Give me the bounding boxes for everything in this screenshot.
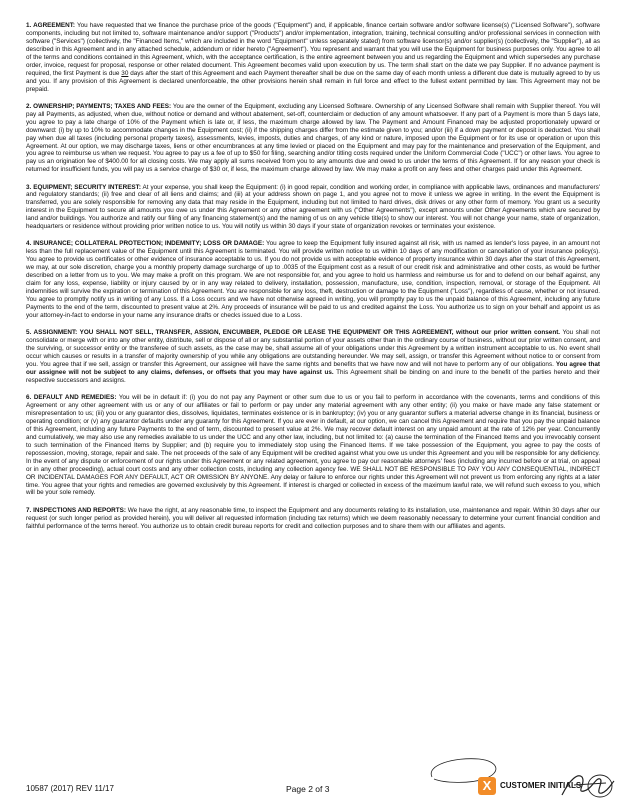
section-heading: 2. OWNERSHIP; PAYMENTS; TAXES AND FEES:	[26, 102, 172, 110]
form-code: 10587 (2017) REV 11/17	[26, 784, 114, 793]
section-heading: 3. EQUIPMENT; SECURITY INTEREST:	[26, 183, 141, 191]
section-text: You have requested that we finance the purchase price of the goods ("Equipment") and, if applicable, finance certain software and/or software license(s) ("Licensed Software"), software components, including but not limited to, software maintenance and/or support ("Products") and/or implementation, integration, training, technical consulting and/or professional services in connection with software ("Services") (collectively, the "Financed Items," which are included in the word "Equipment" unless separately stated) from software licensor(s) and/or supplier(s) (collectively, the "Supplier"), all as described in this Agreement and in any attached schedule, addendum or rider hereto ("Agreement"). You represent and warrant that you will use the Equipment for business purposes only. You agree to all of the terms and conditions contained in this Agreement, which, with the acceptance certification, is the entire agreement between you and us regarding the Equipment and which supersedes any purchase order, invoice, request for proposal, response or other related document. This Agreement becomes valid upon execution by us. The term shall start on the date we pay Supplier. If no advance payment is required, the first Payment is due	[26, 22, 600, 77]
section-heading: 5. ASSIGNMENT: YOU SHALL NOT SELL, TRANSFER, ASSIGN, ENCUMBER, PLEDGE OR LEASE THE EQUIPMENT OR THIS AGREEMENT, without our prior written consent.	[26, 329, 561, 337]
section-ownership-payments	[26, 103, 600, 175]
section-text: You agree to keep the Equipment fully insured against all risk, with us named as lender's loss payee, in an amount not less than the full replacement value of the Equipment until this Agreement is terminated. You will provide written notice to us within 10 days of any modification or cancellation of your insurance policy(s). You agree to provide us certificates or other evidence of insurance acceptable to us. If you do not provide us with acceptable evidence of property insurance within 30 days after the start of this Agreement, we may, at our sole discretion, charge you a monthly property damage surcharge of up to .0035 of the Equipment cost as a result of our credit risk and administrative and other costs, as would be further described on a letter from us to you. We may make a profit on this program. We are not responsible for, and you agree to hold us harmless and reimburse us for and to defend on our behalf against, any claim for any loss, expense, liability or injury caused by or in any way related to delivery, installation, possession, manufacture, use, condition, inspection, removal, or storage of the Equipment. All indemnities will survive the expiration or termination of this Agreement. You are responsible for any loss, theft, destruction or damage to the Equipment ("Loss"), regardless of cause, whether or not insured. You agree to promptly notify us in writing of any Loss. If a Loss occurs and we have not otherwise agreed in writing, you will promptly pay to us the unpaid balance of this Agreement, including any future Payments to the end of the term, discounted to present value at 2%. Any proceeds of insurance will be paid to us and credited against the Loss. You authorize us to sign on your behalf and appoint us as your attorney-in-fact to endorse in your name any insurance drafts or checks issued due to a Loss.	[26, 240, 601, 320]
page-number: Page 2 of 3	[286, 784, 330, 794]
section-text: At your expense, you shall keep the Equipment: (i) in good repair, condition and working order, in compliance with applicable laws, ordinances and manufacturers' and regulatory standards; (ii) free and clear of all liens and claims; and (iii) at your address shown on page 1, and you agree not to move it unless we agree in writing. In the event the Equipment is transferred, you are solely responsible for removing any data that may reside in the Equipment, including but not limited to hard drives, disk drives or any other form of memory. You grant us a security interest in the Equipment to secure all amounts you owe us under this Agreement or any other agreement with us ("Other Agreements"), except amounts under Other Agreements which are secured by land and/or buildings. You authorize and ratify our filing of any financing statement(s) and the naming of us on any vehicle title(s) to show our interest. You will not change your name, state of organization, headquarters or residence without providing prior written notice to us. You will notify us within 30 days if your state of organization revokes or terminates your existence.	[26, 183, 600, 231]
section-equipment-security	[26, 184, 600, 232]
section-heading: 1. AGREEMENT:	[26, 22, 76, 29]
customer-initials-box[interactable]	[478, 775, 618, 803]
page-footer	[26, 778, 600, 797]
section-heading: 4. INSURANCE; COLLATERAL PROTECTION; INDEMNITY; LOSS OR DAMAGE:	[26, 240, 265, 248]
section-heading: 7. INSPECTIONS AND REPORTS:	[26, 506, 126, 514]
section-text: We have the right, at any reasonable time, to inspect the Equipment and any documents relating to its installation, use, maintenance and repair. Within 30 days after our request (or such longer period as provided herein), you will deliver all requested information (including tax returns) which we deem reasonably necessary to determine your current financial condition and faithful performance of the terms hereof. You authorize us to obtain credit bureau reports for credit and collection purposes and to share them with our affiliates and agents.	[26, 506, 600, 530]
handwritten-initials-signature	[556, 771, 618, 801]
section-insurance	[26, 240, 600, 320]
section-text: This Agreement shall be binding on and inure to the benefit of the parties hereto and their respective successors and assigns.	[26, 368, 601, 384]
first-payment-days-blank: 30	[121, 69, 129, 77]
agreement-terms	[26, 22, 600, 540]
initials-label: CUSTOMER INITIALS	[500, 781, 582, 790]
section-text: You are the owner of the Equipment, excluding any Licensed Software. Ownership of any Licensed Software shall remain with Supplier thereof. You will pay all Payments, as adjusted, when due, without notice or demand and without abatement, set-off, counterclaim or deduction of any amount whatsoever. If any part of a Payment is more than 5 days late, you agree to pay a late charge of 10% of the Payment which is late or, if less, the maximum charge allowed by law. The Payment and Amount Financed may be adjusted proportionately upward or downward: (i) by up to 10% to accommodate changes in the Equipment cost; (ii) if the shipping charges differ from the estimate given to you; and/or (iii) if a down payment or deposit is deducted. You shall pay when due all taxes (including personal property taxes), assessments, levies, imposts, duties and charges, of any kind or nature, imposed upon the Equipment or for its use or operation or upon this Agreement. At our option, we may discharge taxes, liens or other encumbrances at any time levied or placed on the Equipment and may pay for the maintenance and preservation of the Equipment, and you agree to reimburse us when we request. You agree to pay us a fee of up to $50 for filing, searching and/or titling costs required under the Uniform Commercial Code ("UCC") or other laws. You agree to pay us an origination fee of $400.00 for all closing costs. We may apply all sums received from you to any amounts due and owed to us under the terms of this Agreement. If for any reason your check is returned for insufficient funds, you will pay us a service charge of $30 or, if less, the maximum charge allowed by law. We may make a profit on any fees and other charges paid under this Agreement.	[26, 102, 600, 174]
section-text: You will be in default if: (i) you do not pay any Payment or other sum due to us or you fail to perform in accordance with the covenants, terms and conditions of this Agreement or any other agreement with us or any of our affiliates or fail to perform or pay under any material agreement with any other entity; (ii) you make or have made any false statement or misrepresentation to us; (iii) you or any guarantor dies, dissolves, liquidates, terminates existence or is in bankruptcy; (iv) you or any guarantor suffers a material adverse change in its financial, business or operating condition; or (v) any guarantor defaults under any guaranty for this Agreement. If you are ever in default, at our option, we can cancel this Agreement and require that you pay the unpaid balance of this Agreement, including any future Payments to the end of term, discounted to present value at 2%. We may recover default interest on any unpaid amount at the rate of 12% per year. Concurrently and cumulatively, we may also use any remedies available to us under the UCC and any other law, including, but not limited to: (a) cause the termination of the Financed Items and you irrevocably consent to such termination of the Financed Items by Supplier; and (b) require you to immediately stop using the Financed Items. If we take possession of the Equipment, you agree to pay the costs of repossession, moving, storage, repair and sale. The net proceeds of the sale of any Equipment will be credited against what you owe us under this Agreement and you will be responsible for any deficiency. In the event of any dispute or enforcement of our rights under this Agreement or any related agreement, you agree to pay our reasonable attorneys' fees (including any incurred before or at trial, on appeal or in any other proceeding), actual court costs and any other collection costs, including any collection agency fee. WE SHALL NOT BE RESPONSIBLE TO PAY YOU ANY CONSEQUENTIAL, INDIRECT OR INCIDENTAL DAMAGES FOR ANY DEFAULT, ACT OR OMISSION BY ANYONE. Any delay or failure to enforce our rights under this Agreement will not prevent us from enforcing any rights at a later time. You agree that your rights and remedies are governed exclusively by this Agreement. If interest is charged or collected in excess of the maximum lawful rate, we will refund such excess to you, which will be your sole remedy.	[26, 394, 600, 497]
section-text: days after the start of this Agreement and each Payment thereafter shall be due on the same day of each month unless a different due date is mutually agreed to by us and you. If any provision of this Agreement is declared unenforceable, the other provisions herein shall remain in full force and effect to the fullest extent permitted by law. This Agreement may not be prepaid.	[26, 69, 600, 93]
section-heading: 6. DEFAULT AND REMEDIES:	[26, 394, 117, 402]
section-agreement	[26, 22, 600, 94]
initials-marker-icon: X	[478, 777, 496, 795]
section-inspections	[26, 507, 600, 531]
section-bold-text: You agree that our assignee will not be subject to any claims, defenses, or offsets that you may have against us.	[26, 360, 600, 376]
section-assignment	[26, 329, 600, 385]
section-text: You shall not consolidate or merge with or into any other entity, distribute, sell or dispose of all or any substantial portion of your assets other than in the ordinary course of business, without our prior written consent, and the surviving, or successor entity or the transferee of such assets, as the case may be, shall assume all of your obligations under this Agreement by a written instrument acceptable to us. No event shall occur which causes or results in a transfer of majority ownership of you while any obligations are outstanding hereunder. We may sell, assign, or transfer this Agreement without notice to or consent from you. You agree that if we sell, assign or transfer this Agreement, our assignee will have the same rights and benefits that we have now and will not have to perform any of our obligations.	[26, 329, 600, 368]
section-default-remedies	[26, 394, 600, 497]
